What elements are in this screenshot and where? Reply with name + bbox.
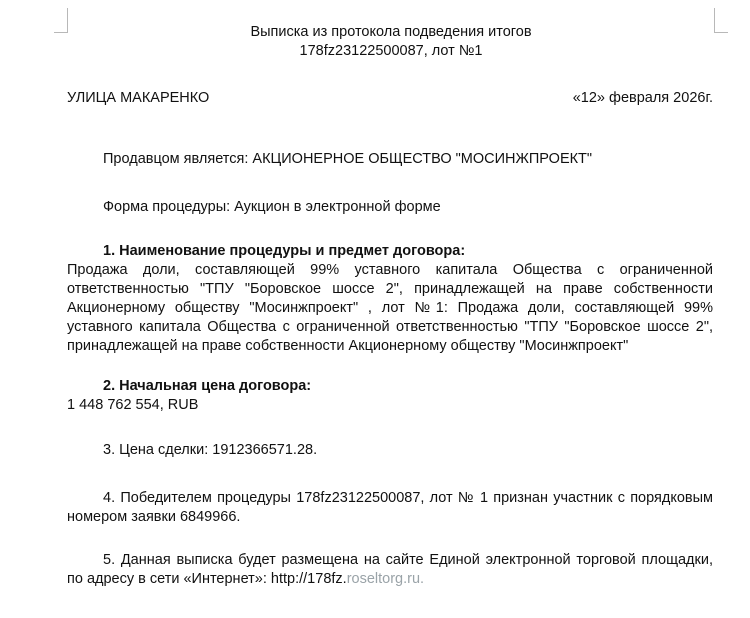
section-3-deal-price: 3. Цена сделки: 1912366571.28. [103,442,318,458]
document-date: «12» февраля 2026г. [572,90,713,106]
section-1-text: Продажа доли, составляющей 99% уставного капитала Общества с ограниченной ответственностью "ТПУ "Боровское шоссе 2", принадлежащей на праве собственности Акционерному обществу "Мосинжпроект" , лот №1: Продажа доли, составляющей 99% уставного капитала Общества с ограниченной ответственностью "ТПУ "Боровское шоссе 2", принадлежащей на праве собственности Акционерному обществу "Мосинжпроект" [67,262,713,354]
section-1-heading: 1. Наименование процедуры и предмет договора: [103,243,466,259]
procedure-form-line: Форма процедуры: Аукцион в электронной форме [103,199,441,215]
section-2-heading: 2. Начальная цена договора: [103,378,312,394]
start-price-value: 1 448 762 554, RUB [67,397,199,413]
document-subtitle: 178fz23122500087, лот №1 [299,43,483,59]
seller-line: Продавцом является: АКЦИОНЕРНОЕ ОБЩЕСТВО "МОСИНЖПРОЕКТ" [103,151,593,167]
site-url-tail: roseltorg.ru. [346,571,425,587]
section-4-winner: 4. Победителем процедуры 178fz23122500087, лот № 1 признан участник с порядковым номером заявки 6849966. [67,490,713,525]
section-5-text: 5. Данная выписка будет размещена на сайте Единой электронной торговой площадки, по адресу в сети «Интернет»: http://178fz. [67,552,713,587]
document-title: Выписка из протокола подведения итогов [250,24,532,40]
place-label: УЛИЦА МАКАРЕНКО [67,90,210,106]
section-5-publication [67,551,713,589]
